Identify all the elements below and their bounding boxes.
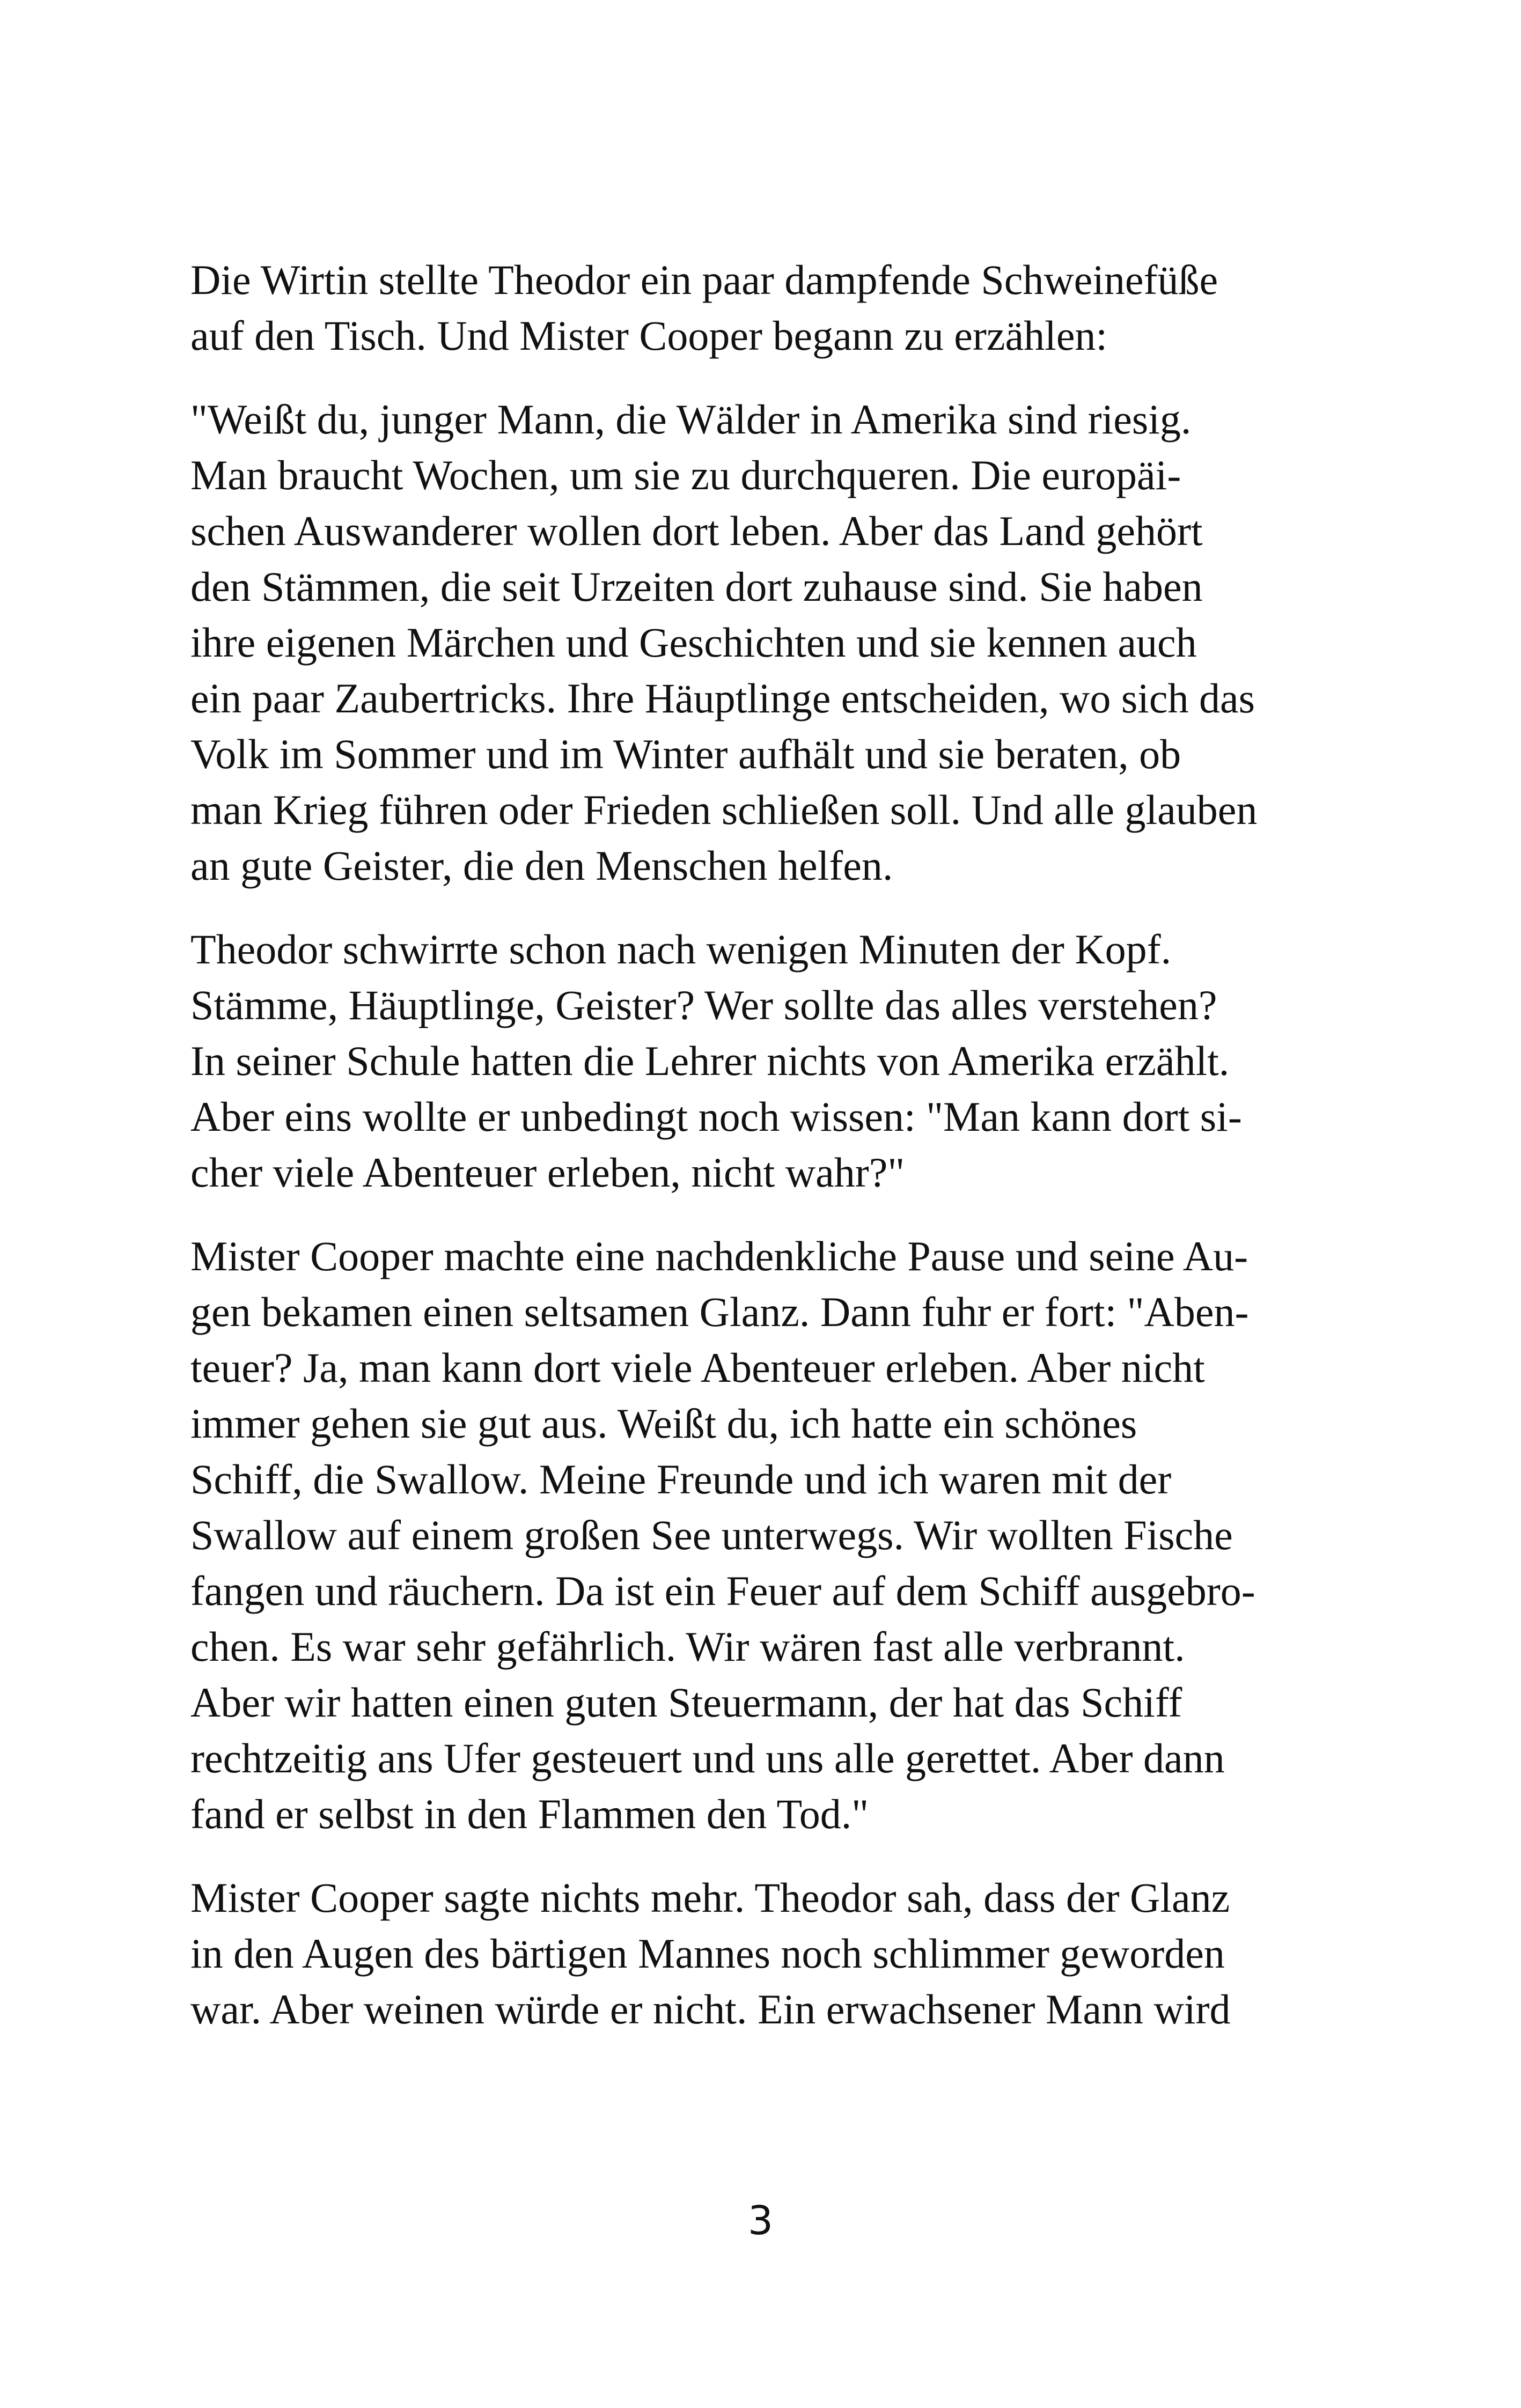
- paragraph-5: [190, 1870, 1371, 2037]
- body-text: [190, 252, 1371, 2065]
- page-number: 3: [747, 2198, 774, 2244]
- text-line: fangen und räuchern. Da ist ein Feuer auf dem Schiff ausgebro-: [190, 1567, 1255, 1614]
- text-line: teuer? Ja, man kann dort viele Abenteuer erleben. Aber nicht: [190, 1344, 1205, 1391]
- text-line: "Weißt du, junger Mann, die Wälder in Amerika sind riesig.: [190, 396, 1192, 443]
- paragraph-1: [190, 252, 1371, 364]
- text-line: Swallow auf einem großen See unterwegs. Wir wollten Fische: [190, 1512, 1233, 1558]
- text-line: Theodor schwirrte schon nach wenigen Minuten der Kopf.: [190, 926, 1172, 973]
- text-line: Mister Cooper machte eine nachdenkliche Pause und seine Au-: [190, 1233, 1248, 1279]
- text-line: ihre eigenen Märchen und Geschichten und sie kennen auch: [190, 619, 1197, 666]
- text-line: ein paar Zaubertricks. Ihre Häuptlinge entscheiden, wo sich das: [190, 675, 1255, 721]
- text-line: den Stämmen, die seit Urzeiten dort zuhause sind. Sie haben: [190, 563, 1203, 610]
- paragraph-2: [190, 392, 1371, 894]
- text-line: Die Wirtin stellte Theodor ein paar dampfende Schweinefüße: [190, 256, 1218, 303]
- text-line: cher viele Abenteuer erleben, nicht wahr?": [190, 1149, 905, 1196]
- text-line: Mister Cooper sagte nichts mehr. Theodor sah, dass der Glanz: [190, 1874, 1230, 1921]
- paragraph-4: [190, 1228, 1371, 1842]
- text-line: In seiner Schule hatten die Lehrer nichts von Amerika erzählt.: [190, 1037, 1230, 1084]
- text-line: chen. Es war sehr gefährlich. Wir wären fast alle verbrannt.: [190, 1623, 1185, 1670]
- text-line: auf den Tisch. Und Mister Cooper begann zu erzählen:: [190, 312, 1108, 359]
- text-line: man Krieg führen oder Frieden schließen soll. Und alle glauben: [190, 786, 1258, 833]
- text-line: in den Augen des bärtigen Mannes noch schlimmer geworden: [190, 1930, 1225, 1977]
- text-line: Stämme, Häuptlinge, Geister? Wer sollte das alles verstehen?: [190, 982, 1217, 1028]
- text-line: an gute Geister, die den Menschen helfen.: [190, 842, 893, 889]
- paragraph-3: [190, 922, 1371, 1201]
- text-line: war. Aber weinen würde er nicht. Ein erwachsener Mann wird: [190, 1986, 1231, 2033]
- text-line: Aber eins wollte er unbedingt noch wissen: "Man kann dort si-: [190, 1093, 1242, 1140]
- text-line: Volk im Sommer und im Winter aufhält und sie beraten, ob: [190, 731, 1181, 777]
- text-line: Aber wir hatten einen guten Steuermann, der hat das Schiff: [190, 1679, 1182, 1726]
- text-line: schen Auswanderer wollen dort leben. Aber das Land gehört: [190, 507, 1203, 554]
- text-line: immer gehen sie gut aus. Weißt du, ich hatte ein schönes: [190, 1400, 1137, 1447]
- text-line: Schiff, die Swallow. Meine Freunde und ich waren mit der: [190, 1456, 1172, 1503]
- text-line: Man braucht Wochen, um sie zu durchqueren. Die europäi-: [190, 452, 1181, 498]
- text-line: rechtzeitig ans Ufer gesteuert und uns alle gerettet. Aber dann: [190, 1735, 1225, 1781]
- text-line: gen bekamen einen seltsamen Glanz. Dann fuhr er fort: "Aben-: [190, 1288, 1249, 1335]
- text-line: fand er selbst in den Flammen den Tod.": [190, 1791, 869, 1837]
